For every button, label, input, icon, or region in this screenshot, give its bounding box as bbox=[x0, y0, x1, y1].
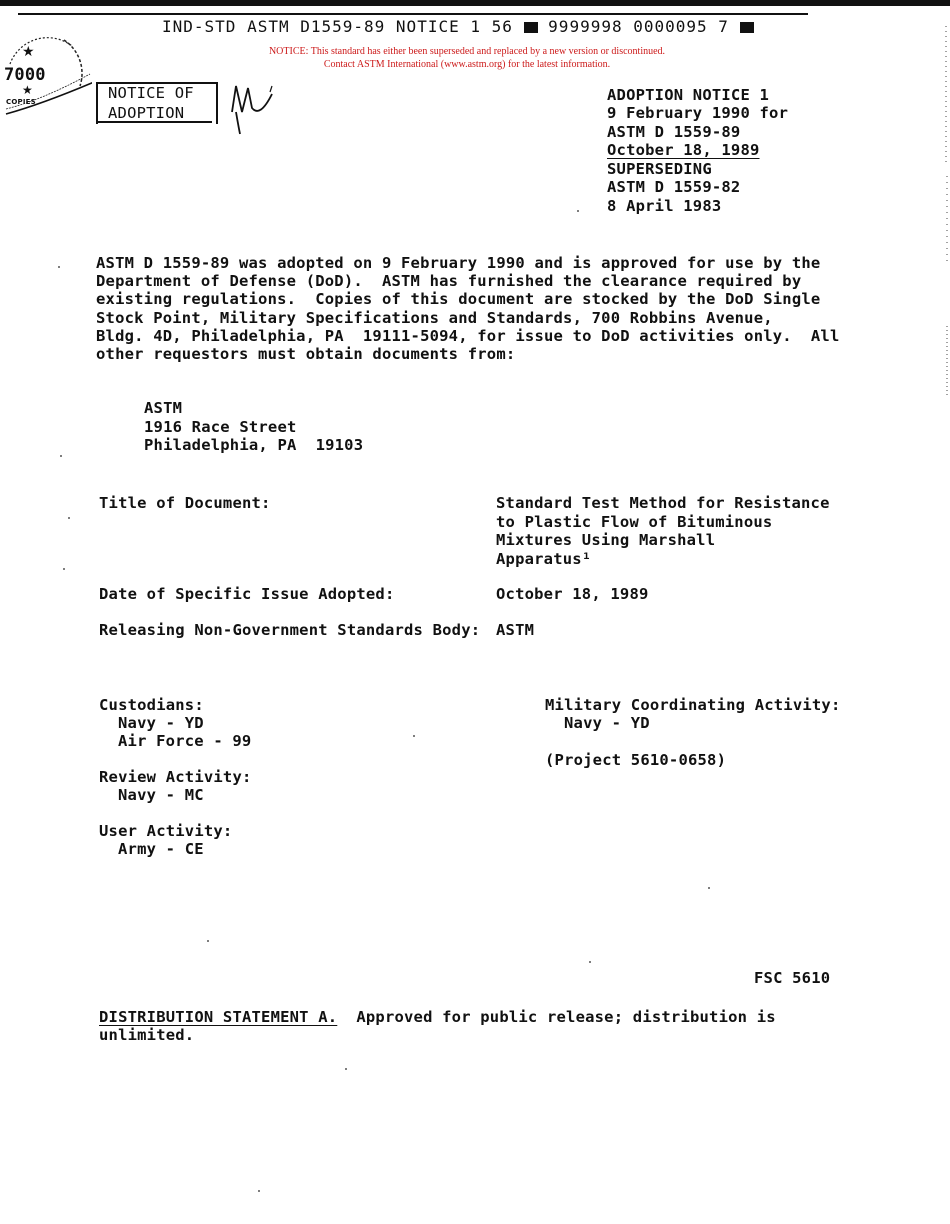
scan-speck bbox=[58, 266, 60, 268]
document-code-line bbox=[162, 17, 754, 36]
scan-speck bbox=[60, 455, 62, 457]
notice-box-line2: ADOPTION bbox=[108, 104, 185, 122]
user-activity-army: Army - CE bbox=[118, 840, 204, 858]
initials-signature bbox=[228, 82, 298, 142]
top-border bbox=[0, 0, 950, 6]
adoption-title: ADOPTION NOTICE 1 bbox=[607, 86, 770, 104]
fsc-code: FSC 5610 bbox=[754, 969, 831, 987]
standards-body-label: Releasing Non-Government Standards Body: bbox=[99, 621, 481, 639]
distribution-text: Approved for public release; distribution is bbox=[337, 1008, 776, 1026]
star-icon: ★ bbox=[22, 83, 33, 97]
issue-date-label: Date of Specific Issue Adopted: bbox=[99, 585, 395, 603]
redaction-block bbox=[524, 22, 538, 33]
custodian-navy: Navy - YD bbox=[118, 714, 204, 732]
superseded-notice-line2: Contact ASTM International (www.astm.org) for the latest information. bbox=[323, 59, 611, 70]
stamp-label: COPIES bbox=[6, 98, 36, 106]
review-activity-label: Review Activity: bbox=[99, 768, 252, 786]
scan-speck bbox=[63, 568, 65, 570]
review-activity-navy: Navy - MC bbox=[118, 786, 204, 804]
header-rule bbox=[18, 13, 808, 15]
scan-speck bbox=[258, 1190, 260, 1192]
redaction-block bbox=[740, 22, 754, 33]
custodians-label: Custodians: bbox=[99, 696, 204, 714]
military-activity-navy: Navy - YD bbox=[564, 714, 650, 732]
user-activity-label: User Activity: bbox=[99, 822, 233, 840]
stamp-number: 7000 bbox=[4, 65, 46, 85]
scan-edge-marks bbox=[938, 6, 950, 406]
title-label: Title of Document: bbox=[99, 494, 271, 512]
document-code: IND-STD ASTM D1559-89 NOTICE 1 56 bbox=[162, 17, 513, 36]
star-icon: ★ bbox=[22, 44, 35, 60]
document-code-tail: 9999998 0000095 7 bbox=[548, 17, 729, 36]
scan-speck bbox=[413, 735, 415, 737]
address-city: Philadelphia, PA 19103 bbox=[144, 436, 364, 454]
scan-speck bbox=[577, 210, 579, 212]
notice-box-line1: NOTICE OF bbox=[108, 84, 194, 102]
distribution-label: DISTRIBUTION STATEMENT A. bbox=[99, 1008, 338, 1026]
superseded-standard: ASTM D 1559-82 bbox=[607, 178, 741, 196]
standards-body-value: ASTM bbox=[496, 621, 535, 639]
address-street: 1916 Race Street bbox=[144, 418, 297, 436]
military-activity-label: Military Coordinating Activity: bbox=[545, 696, 841, 714]
project-number: (Project 5610-0658) bbox=[545, 751, 727, 769]
adopted-issue-date: October 18, 1989 bbox=[607, 141, 760, 159]
superseded-date: 8 April 1983 bbox=[607, 197, 722, 215]
title-value: Standard Test Method for Resistance to Plastic Flow of Bituminous Mixtures Using Marshall Apparatus¹ bbox=[496, 494, 830, 568]
address-org: ASTM bbox=[144, 399, 183, 417]
superseded-notice-line1: NOTICE: This standard has either been superseded and replaced by a new version or discontinued. bbox=[268, 46, 666, 57]
scan-speck bbox=[708, 887, 710, 889]
superseding-label: SUPERSEDING bbox=[607, 160, 712, 178]
copies-stamp bbox=[2, 34, 92, 124]
scan-speck bbox=[345, 1068, 347, 1070]
adoption-date: 9 February 1990 for bbox=[607, 104, 789, 122]
custodian-air-force: Air Force - 99 bbox=[118, 732, 252, 750]
scan-speck bbox=[589, 961, 591, 963]
scan-speck bbox=[68, 517, 70, 519]
distribution-statement-line2: unlimited. bbox=[99, 1026, 195, 1044]
issue-date-value: October 18, 1989 bbox=[496, 585, 649, 603]
scan-speck bbox=[207, 940, 209, 942]
distribution-statement-line1 bbox=[99, 1008, 776, 1026]
adoption-paragraph: ASTM D 1559-89 was adopted on 9 February 1990 and is approved for use by the Department of Defense (DoD). ASTM has furnished the clearance required by existing regulations. Copies of this document are stocked by the DoD Single Stock Point, Military Specifications and Standards, 700 Robbins Avenue, Bldg. 4D, Philadelphia, PA 19111-5094, for issue to DoD activities only. All other requestors must obtain documents from: bbox=[96, 254, 840, 364]
adopted-standard: ASTM D 1559-89 bbox=[607, 123, 741, 141]
